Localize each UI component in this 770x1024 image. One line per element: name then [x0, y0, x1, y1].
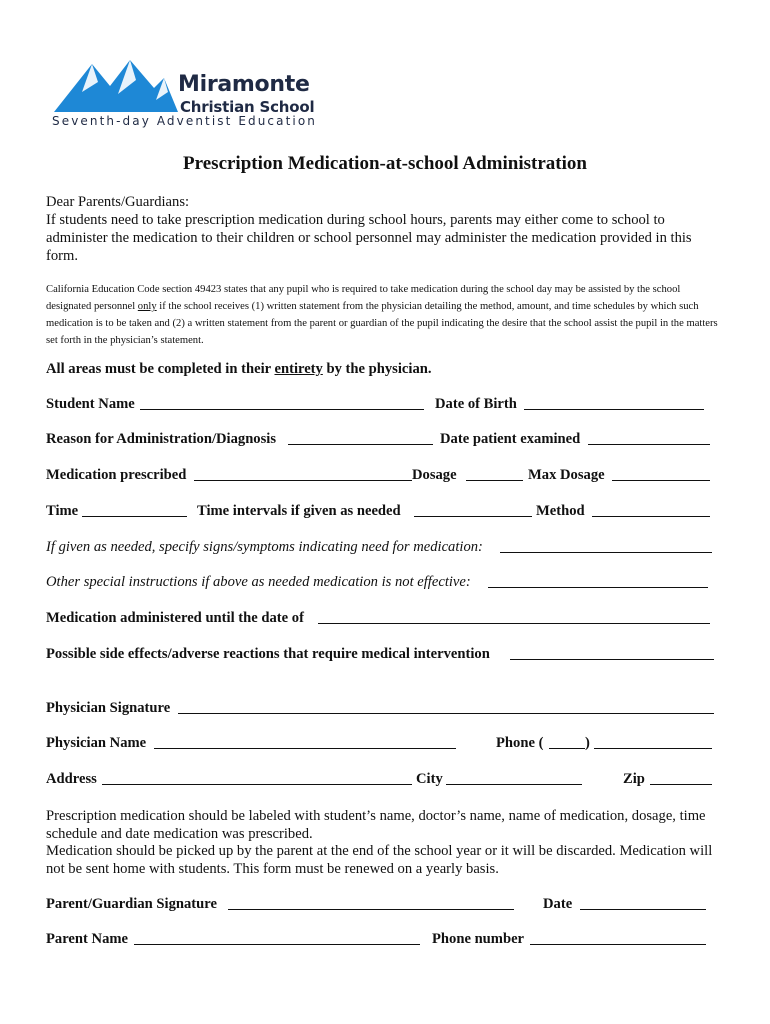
- city-label: City: [416, 771, 443, 787]
- row-other: [46, 574, 714, 594]
- instruction-before: All areas must be completed in their: [46, 361, 275, 377]
- parent-date-label: Date: [543, 896, 573, 912]
- row-medication: [46, 467, 714, 487]
- greeting: Dear Parents/Guardians:: [46, 194, 190, 210]
- physician-signature-label: Physician Signature: [46, 700, 171, 716]
- code-note-before: California Education Code section 49423 states that any pupil who is required to take medication during the school day may be assisted by the school designated personnel: [46, 284, 681, 312]
- time-label: Time: [46, 503, 79, 519]
- intro-paragraph: If students need to take prescription medication during school hours, parents may either come to school to administer the medication to their children or school personnel may administer the medication provided in this form.: [46, 212, 692, 264]
- city-field[interactable]: [446, 771, 582, 785]
- student-name-field[interactable]: [140, 396, 424, 410]
- logo-school-subname: Christian School: [180, 98, 315, 116]
- student-name-label: Student Name: [46, 396, 135, 412]
- address-label: Address: [46, 771, 97, 787]
- physician-name-field[interactable]: [154, 735, 456, 749]
- row-physician-name: [46, 735, 714, 755]
- phone-field[interactable]: [594, 735, 712, 749]
- signs-label: If given as needed, specify signs/symptoms indicating need for medication:: [46, 539, 483, 555]
- time-field[interactable]: [82, 503, 187, 517]
- physician-instruction: [46, 361, 432, 378]
- dosage-label: Dosage: [412, 467, 457, 483]
- dosage-field[interactable]: [466, 467, 523, 481]
- row-time: [46, 503, 714, 523]
- address-field[interactable]: [102, 771, 412, 785]
- instruction-after: by the physician.: [322, 361, 432, 377]
- phone-number-label: Phone number: [432, 931, 525, 947]
- method-field[interactable]: [592, 503, 710, 517]
- side-effects-label: Possible side effects/adverse reactions that require medical intervention: [46, 646, 490, 662]
- phone-label: Phone (: [496, 735, 544, 751]
- row-reason: [46, 431, 714, 451]
- row-parent-signature: [46, 896, 714, 916]
- other-instructions-label: Other special instructions if above as needed medication is not effective:: [46, 574, 471, 590]
- physician-signature-field[interactable]: [178, 700, 714, 714]
- row-signs: [46, 539, 714, 559]
- code-note-after: if the school receives (1) written statement from the physician detailing the method, amount, and time schedules by which such medication is to be taken and (2) a written statement from the parent or guardian of the pupil indicating the desire that the school assist the pupil in the matters set forth in the physician’s statement.: [46, 301, 718, 346]
- row-student: [46, 396, 714, 416]
- side-effects-field[interactable]: [510, 646, 714, 660]
- logo-tagline: Seventh-day Adventist Education: [52, 114, 317, 128]
- signs-field[interactable]: [500, 539, 712, 553]
- parent-date-field[interactable]: [580, 896, 706, 910]
- dob-field[interactable]: [524, 396, 704, 410]
- reason-label: Reason for Administration/Diagnosis: [46, 431, 277, 447]
- school-logo: [52, 52, 322, 132]
- method-label: Method: [536, 503, 585, 519]
- row-address: [46, 771, 714, 791]
- medication-field[interactable]: [194, 467, 412, 481]
- max-dosage-label: Max Dosage: [528, 467, 605, 483]
- until-date-label: Medication administered until the date of: [46, 610, 304, 626]
- zip-field[interactable]: [650, 771, 712, 785]
- parent-name-label: Parent Name: [46, 931, 128, 947]
- row-physician-signature: [46, 700, 714, 720]
- code-note-underlined: only: [137, 301, 157, 312]
- logo-school-name: Miramonte: [178, 72, 310, 97]
- row-until: [46, 610, 714, 630]
- phone-close-paren: ): [585, 735, 590, 751]
- date-examined-field[interactable]: [588, 431, 710, 445]
- parent-signature-label: Parent/Guardian Signature: [46, 896, 217, 912]
- page-title: Prescription Medication-at-school Administration: [183, 153, 587, 174]
- instruction-underlined: entirety: [274, 361, 323, 377]
- phone-number-field[interactable]: [530, 931, 706, 945]
- phone-area-code-field[interactable]: [549, 735, 585, 749]
- mountain-logo-icon: [52, 52, 182, 114]
- parent-signature-field[interactable]: [228, 896, 514, 910]
- date-examined-label: Date patient examined: [440, 431, 581, 447]
- intervals-field[interactable]: [414, 503, 532, 517]
- dob-label: Date of Birth: [435, 396, 517, 412]
- physician-name-label: Physician Name: [46, 735, 147, 751]
- other-instructions-field[interactable]: [488, 574, 708, 588]
- medication-label: Medication prescribed: [46, 467, 187, 483]
- until-date-field[interactable]: [318, 610, 710, 624]
- zip-label: Zip: [623, 771, 645, 787]
- education-code-note: [46, 281, 726, 349]
- pickup-note: Medication should be picked up by the parent at the end of the school year or it will be discarded. Medication will not be sent home with students. This form must be renewed on a yearly basis.: [46, 843, 713, 877]
- row-side-effects: [46, 646, 714, 666]
- row-parent-name: [46, 931, 714, 951]
- max-dosage-field[interactable]: [612, 467, 710, 481]
- label-note: Prescription medication should be labeled with student’s name, doctor’s name, name of medication, dosage, time schedule and date medication was prescribed.: [46, 808, 706, 842]
- parent-name-field[interactable]: [134, 931, 420, 945]
- intervals-label: Time intervals if given as needed: [197, 503, 401, 519]
- reason-field[interactable]: [288, 431, 433, 445]
